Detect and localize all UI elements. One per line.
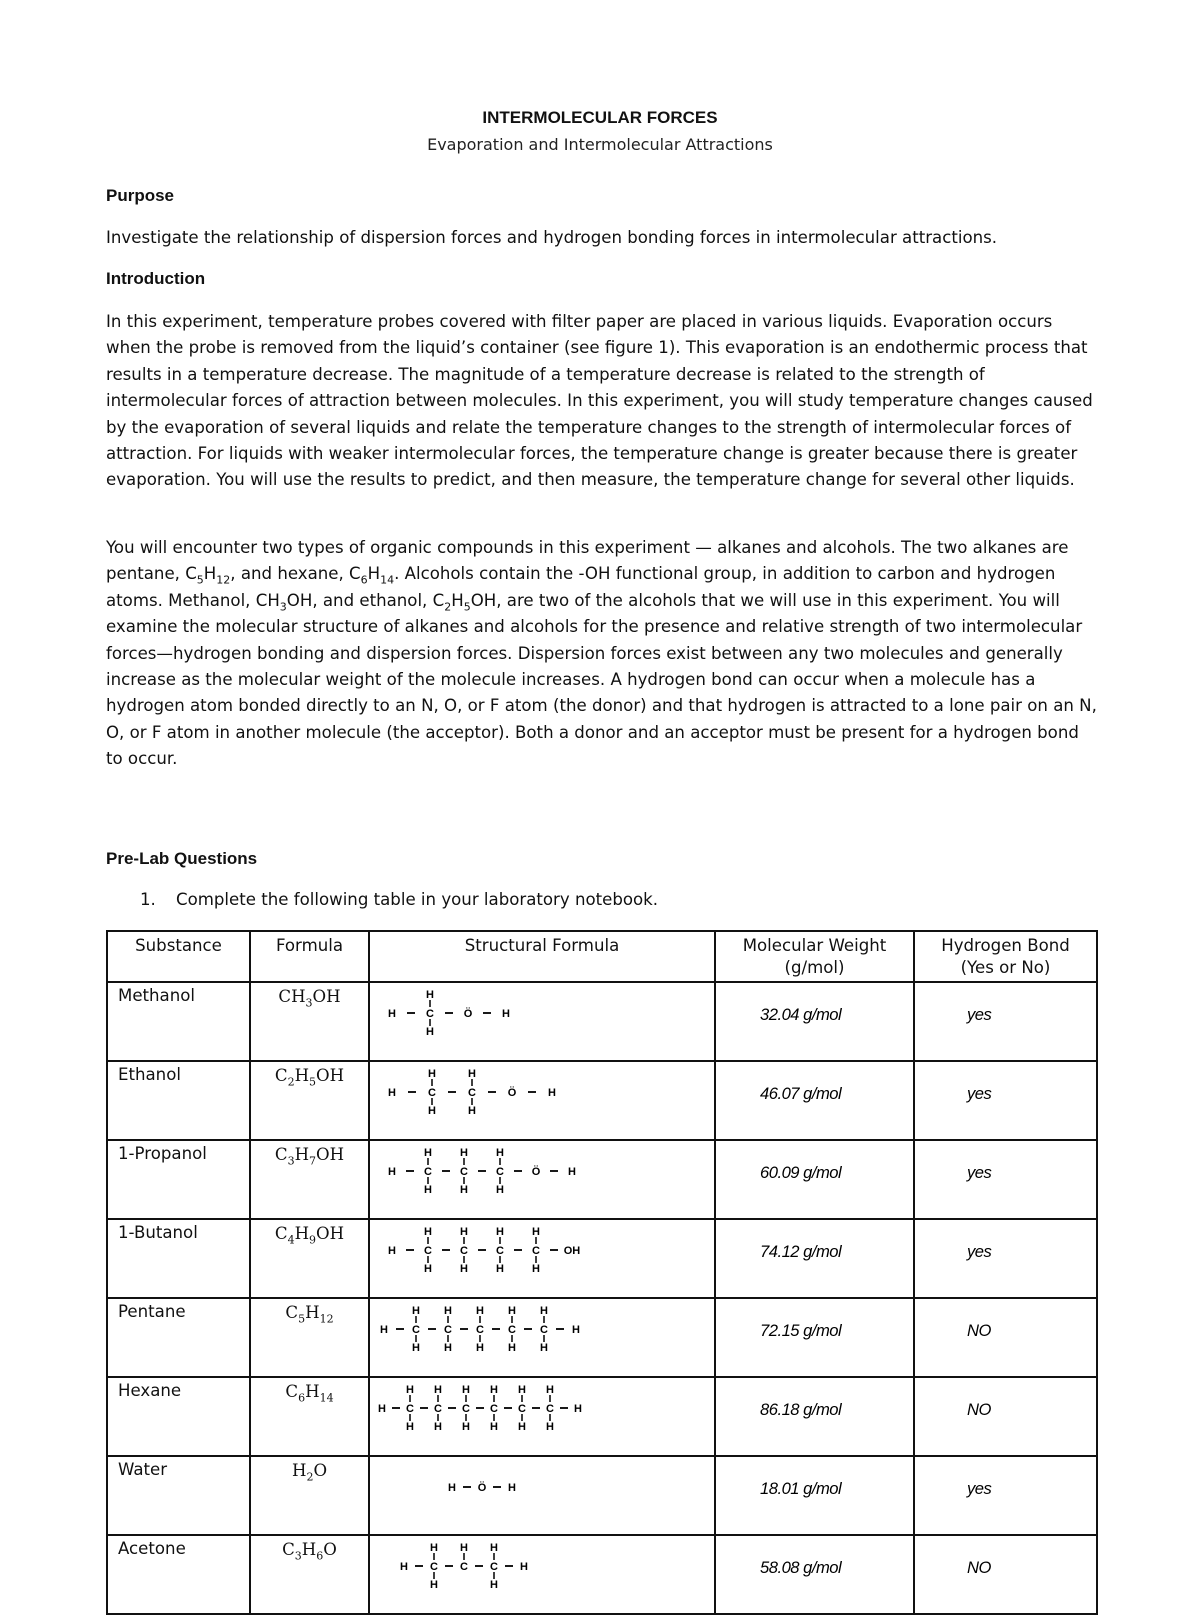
- svg-text:H: H: [496, 1184, 504, 1195]
- cell-structural-formula: [369, 1140, 715, 1219]
- cell-structural-formula: [369, 1061, 715, 1140]
- cell-formula: $C_4H_9OH$: [250, 1219, 369, 1298]
- table-row: [107, 982, 1097, 1061]
- cell-molecular-weight: 72.15 g/mol: [715, 1298, 914, 1377]
- svg-text:H: H: [428, 1105, 436, 1116]
- cell-structural-formula: [369, 1535, 715, 1614]
- svg-text:H: H: [490, 1579, 498, 1590]
- structural-formula-sketch: [370, 1536, 710, 1590]
- cell-structural-formula: [369, 1456, 715, 1535]
- svg-text:H: H: [460, 1542, 468, 1554]
- structural-formula-sketch: [370, 1299, 710, 1353]
- svg-text:C: C: [546, 1403, 554, 1415]
- svg-text:H: H: [520, 1561, 528, 1573]
- cell-molecular-weight: 58.08 g/mol: [715, 1535, 914, 1614]
- svg-text:C: C: [476, 1324, 484, 1336]
- svg-text:H: H: [462, 1421, 470, 1432]
- cell-hydrogen-bond: yes: [914, 1140, 1097, 1219]
- prelab-table: [106, 930, 1098, 1615]
- svg-text:H: H: [460, 1147, 468, 1159]
- introduction-heading: Introduction: [106, 269, 206, 288]
- table-row: [107, 1061, 1097, 1140]
- svg-text:H: H: [490, 1542, 498, 1554]
- cell-molecular-weight: 74.12 g/mol: [715, 1219, 914, 1298]
- svg-text:Ö: Ö: [463, 1008, 473, 1020]
- cell-formula: $CH_3OH$: [250, 982, 369, 1061]
- cell-hydrogen-bond: yes: [914, 1219, 1097, 1298]
- cell-molecular-weight: 86.18 g/mol: [715, 1377, 914, 1456]
- svg-text:H: H: [388, 1087, 396, 1099]
- cell-substance: Water: [107, 1456, 250, 1535]
- cell-structural-formula: [369, 982, 715, 1061]
- svg-text:C: C: [532, 1245, 540, 1257]
- question-1: [140, 890, 658, 909]
- svg-text:C: C: [490, 1403, 498, 1415]
- svg-text:H: H: [444, 1342, 452, 1353]
- svg-text:H: H: [388, 1166, 396, 1178]
- svg-text:OH: OH: [563, 1245, 581, 1257]
- purpose-heading: Purpose: [106, 186, 175, 205]
- header-structural-formula: Structural Formula: [369, 931, 715, 982]
- svg-text:C: C: [518, 1403, 526, 1415]
- cell-formula: $H_2O$: [250, 1456, 369, 1535]
- structural-formula-sketch: [370, 1378, 710, 1432]
- svg-text:Ö: Ö: [531, 1166, 541, 1178]
- cell-formula: $C_5H_{12}$: [250, 1298, 369, 1377]
- svg-text:H: H: [532, 1226, 540, 1238]
- svg-text:H: H: [434, 1421, 442, 1432]
- svg-text:C: C: [426, 1008, 434, 1020]
- cell-hydrogen-bond: yes: [914, 982, 1097, 1061]
- cell-formula: $C_6H_{14}$: [250, 1377, 369, 1456]
- svg-text:H: H: [496, 1263, 504, 1274]
- structural-formula-sketch: [370, 1141, 710, 1195]
- svg-text:H: H: [430, 1579, 438, 1590]
- svg-text:H: H: [406, 1384, 414, 1396]
- svg-text:H: H: [460, 1263, 468, 1274]
- cell-formula: $C_3H_6O$: [250, 1535, 369, 1614]
- cell-substance: Acetone: [107, 1535, 250, 1614]
- svg-text:H: H: [518, 1384, 526, 1396]
- svg-text:C: C: [444, 1324, 452, 1336]
- svg-text:H: H: [532, 1263, 540, 1274]
- svg-text:H: H: [424, 1184, 432, 1195]
- svg-text:H: H: [540, 1305, 548, 1317]
- cell-formula: $C_3H_7OH$: [250, 1140, 369, 1219]
- svg-text:H: H: [434, 1384, 442, 1396]
- svg-text:C: C: [412, 1324, 420, 1336]
- svg-text:H: H: [496, 1147, 504, 1159]
- svg-text:H: H: [518, 1421, 526, 1432]
- structural-formula-sketch: [370, 1062, 710, 1116]
- document-subtitle: Evaporation and Intermolecular Attractions: [427, 135, 773, 154]
- svg-text:C: C: [462, 1403, 470, 1415]
- introduction-paragraph-2: You will encounter two types of organic compounds in this experiment — alkanes and alcohols. The two alkanes are pentane, $C_5H_{12}$, and hexane, $C_6H_{14}$. Alcohols contain the -OH functional group, in addition to carbon and hydrogen atoms. Methanol, $CH_3OH$, and ethanol, $C_2H_5OH$, are two of the alcohols that we will use in this experiment. You will examine the molecular structure of alkanes and alcohols for the presence and relative strength of two intermolecular forces—hydrogen bonding and dispersion forces. Dispersion forces exist between any two molecules and generally increase as the molecular weight of the molecule increases. A hydrogen bond can occur when a molecule has a hydrogen atom bonded directly to an N, O, or F atom (the donor) and that hydrogen is attracted to a lone pair on an N, O, or F atom in another molecule (the acceptor). Both a donor and an acceptor must be present for a hydrogen bond to occur.: [106, 538, 1097, 769]
- table-header-row: [107, 931, 1097, 982]
- svg-text:H: H: [548, 1087, 556, 1099]
- svg-text:H: H: [424, 1226, 432, 1238]
- cell-structural-formula: [369, 1219, 715, 1298]
- table-row: [107, 1535, 1097, 1614]
- svg-text:C: C: [428, 1087, 436, 1099]
- document-title: INTERMOLECULAR FORCES: [482, 108, 718, 127]
- svg-text:C: C: [460, 1245, 468, 1257]
- svg-text:H: H: [448, 1482, 456, 1494]
- prelab-heading: Pre-Lab Questions: [106, 849, 258, 868]
- table-row: [107, 1140, 1097, 1219]
- svg-text:H: H: [508, 1305, 516, 1317]
- cell-hydrogen-bond: yes: [914, 1061, 1097, 1140]
- svg-text:H: H: [462, 1384, 470, 1396]
- cell-hydrogen-bond: NO: [914, 1298, 1097, 1377]
- header-molecular-weight: Molecular Weight (g/mol): [715, 931, 914, 982]
- question-number: 1.: [140, 890, 156, 909]
- cell-molecular-weight: 32.04 g/mol: [715, 982, 914, 1061]
- svg-text:H: H: [568, 1166, 576, 1178]
- table-row: [107, 1377, 1097, 1456]
- svg-text:C: C: [434, 1403, 442, 1415]
- svg-text:H: H: [388, 1245, 396, 1257]
- cell-structural-formula: [369, 1298, 715, 1377]
- cell-substance: Pentane: [107, 1298, 250, 1377]
- svg-text:H: H: [490, 1384, 498, 1396]
- svg-text:C: C: [490, 1561, 498, 1573]
- svg-text:C: C: [508, 1324, 516, 1336]
- cell-molecular-weight: 18.01 g/mol: [715, 1456, 914, 1535]
- cell-substance: Methanol: [107, 982, 250, 1061]
- cell-formula: $C_2H_5OH$: [250, 1061, 369, 1140]
- svg-text:Ö: Ö: [477, 1482, 487, 1494]
- cell-substance: 1-Propanol: [107, 1140, 250, 1219]
- svg-text:H: H: [546, 1384, 554, 1396]
- structural-formula-sketch: [370, 1457, 710, 1511]
- svg-text:H: H: [428, 1068, 436, 1080]
- svg-text:H: H: [490, 1421, 498, 1432]
- purpose-text: Investigate the relationship of dispersion forces and hydrogen bonding forces in intermolecular attractions.: [106, 228, 998, 247]
- svg-text:H: H: [508, 1482, 516, 1494]
- table-row: [107, 1219, 1097, 1298]
- svg-text:C: C: [430, 1561, 438, 1573]
- svg-text:H: H: [508, 1342, 516, 1353]
- question-text: Complete the following table in your laboratory notebook.: [176, 890, 659, 909]
- cell-substance: Hexane: [107, 1377, 250, 1456]
- svg-text:H: H: [460, 1184, 468, 1195]
- svg-text:C: C: [460, 1561, 468, 1573]
- header-hydrogen-bond: Hydrogen Bond (Yes or No): [914, 931, 1097, 982]
- svg-text:H: H: [378, 1403, 386, 1415]
- svg-text:H: H: [412, 1305, 420, 1317]
- svg-text:H: H: [444, 1305, 452, 1317]
- svg-text:H: H: [400, 1561, 408, 1573]
- cell-substance: 1-Butanol: [107, 1219, 250, 1298]
- cell-structural-formula: [369, 1377, 715, 1456]
- svg-text:H: H: [424, 1263, 432, 1274]
- cell-substance: Ethanol: [107, 1061, 250, 1140]
- svg-text:H: H: [426, 989, 434, 1001]
- svg-text:Ö: Ö: [507, 1087, 517, 1099]
- svg-text:H: H: [426, 1026, 434, 1037]
- svg-text:C: C: [540, 1324, 548, 1336]
- svg-text:H: H: [496, 1226, 504, 1238]
- svg-text:H: H: [412, 1342, 420, 1353]
- header-formula: Formula: [250, 931, 369, 982]
- cell-molecular-weight: 60.09 g/mol: [715, 1140, 914, 1219]
- svg-text:H: H: [430, 1542, 438, 1554]
- svg-text:H: H: [572, 1324, 580, 1336]
- table-row: [107, 1456, 1097, 1535]
- svg-text:C: C: [460, 1166, 468, 1178]
- svg-text:H: H: [468, 1068, 476, 1080]
- svg-text:C: C: [406, 1403, 414, 1415]
- svg-text:C: C: [424, 1245, 432, 1257]
- svg-text:H: H: [468, 1105, 476, 1116]
- svg-text:H: H: [424, 1147, 432, 1159]
- svg-text:C: C: [496, 1245, 504, 1257]
- header-substance: Substance: [107, 931, 250, 982]
- structural-formula-sketch: [370, 1220, 710, 1274]
- svg-text:H: H: [574, 1403, 582, 1415]
- cell-molecular-weight: 46.07 g/mol: [715, 1061, 914, 1140]
- svg-text:H: H: [476, 1305, 484, 1317]
- cell-hydrogen-bond: NO: [914, 1377, 1097, 1456]
- svg-text:C: C: [468, 1087, 476, 1099]
- svg-text:H: H: [546, 1421, 554, 1432]
- structural-formula-sketch: [370, 983, 710, 1037]
- svg-text:H: H: [540, 1342, 548, 1353]
- svg-text:H: H: [406, 1421, 414, 1432]
- svg-text:H: H: [460, 1226, 468, 1238]
- table-row: [107, 1298, 1097, 1377]
- svg-text:C: C: [496, 1166, 504, 1178]
- svg-text:H: H: [380, 1324, 388, 1336]
- svg-text:C: C: [424, 1166, 432, 1178]
- cell-hydrogen-bond: NO: [914, 1535, 1097, 1614]
- svg-text:H: H: [388, 1008, 396, 1020]
- svg-text:H: H: [476, 1342, 484, 1353]
- cell-hydrogen-bond: yes: [914, 1456, 1097, 1535]
- introduction-paragraph-1: In this experiment, temperature probes covered with filter paper are placed in various liquids. Evaporation occurs when the probe is removed from the liquid’s container (see figure 1). This evaporation is an endothermic process that results in a temperature decrease. The magnitude of a temperature decrease is related to the strength of intermolecular forces of attraction between molecules. In this experiment, you will study temperature changes caused by the evaporation of several liquids and relate the temperature changes to the strength of intermolecular forces of attraction. For liquids with weaker intermolecular forces, the temperature change is greater because there is greater evaporation. You will use the results to predict, and then measure, the temperature change for several other liquids.: [106, 312, 1093, 490]
- svg-text:H: H: [502, 1008, 510, 1020]
